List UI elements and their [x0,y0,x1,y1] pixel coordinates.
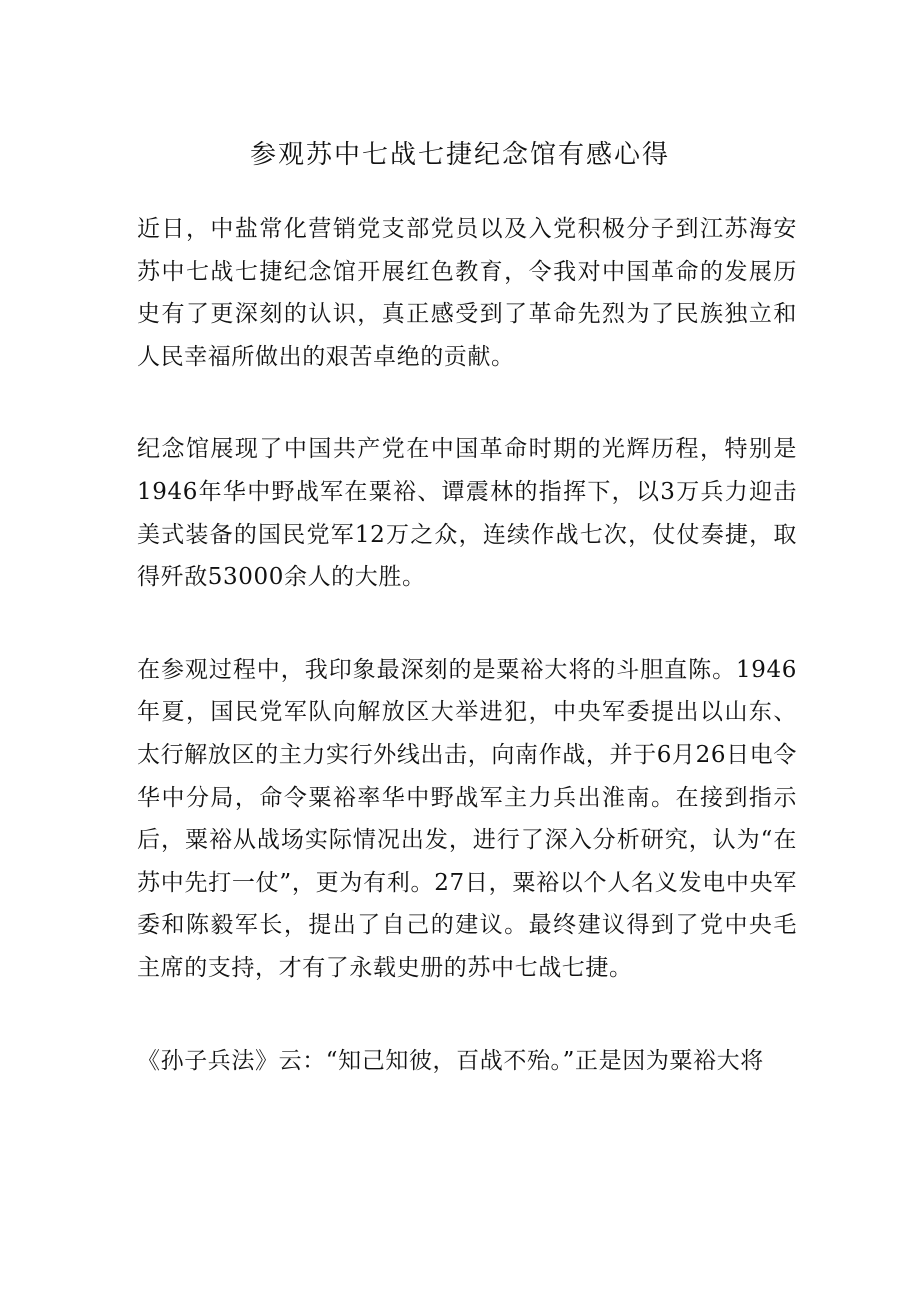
paragraph-visit-intro: 近日，中盐常化营销党支部党员以及入党积极分子到江苏海安苏中七战七捷纪念馆开展红色教育，令我对中国革命的发展历史有了更深刻的认识，真正感受到了革命先烈为了民族独立和人民幸福所做出的艰苦卓绝的贡献。 [137,216,797,370]
paragraph-museum-history: 纪念馆展现了中国共产党在中国革命时期的光辉历程，特别是1946年华中野战军在粟裕、谭震林的指挥下，以3万兵力迎击美式装备的国民党军12万之众，连续作战七次，仗仗奏捷，取得歼敌53000余人的大胜。 [137,436,797,591]
paragraph-sunzi-quote: 《孙子兵法》云：“知己知彼，百战不殆。”正是因为粟裕大将 [137,1047,764,1074]
paragraph-su-yu-proposal: 在参观过程中，我印象最深刻的是粟裕大将的斗胆直陈。1946年夏，国民党军队向解放区大举进犯，中央军委提出以山东、太行解放区的主力实行外线出击，向南作战，并于6月26日电令华中分局，命令粟裕率华中野战军主力兵出淮南。在接到指示后，粟裕从战场实际情况出发，进行了深入分析研究，认为“在苏中先打一仗”，更为有利。27日，粟裕以个人名义发电中央军委和陈毅军长，提出了自己的建议。最终建议得到了党中央毛主席的支持，才有了永载史册的苏中七战七捷。 [137,656,797,981]
document-body [137,208,797,1082]
document-title: 参观苏中七战七捷纪念馆有感心得 [249,140,670,171]
